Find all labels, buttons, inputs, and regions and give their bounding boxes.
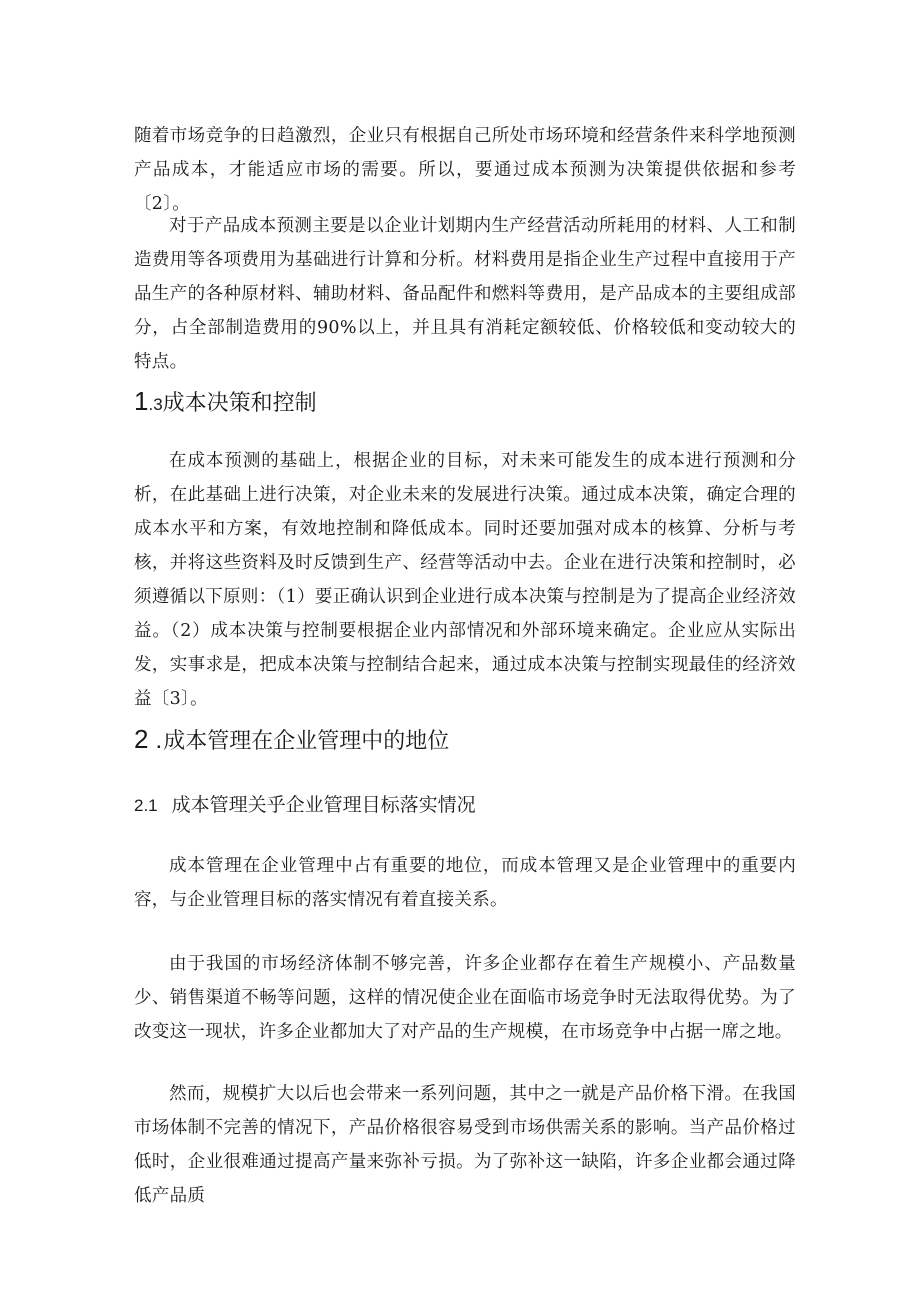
paragraph-decision-control: 在成本预测的基础上，根据企业的目标，对未来可能发生的成本进行预测和分析，在此基础上进行决策，对企业未来的发展进行决策。通过成本决策，确定合理的成本水平和方案，有效地控制和降低成本。同时还要加强对成本的核算、分析与考核，并将这些资料及时反馈到生产、经营等活动中去。企业在进行决策和控制时，必须遵循以下原则：（1）要正确认识到企业进行成本决策与控制是为了提高企业经济效益。（2）成本决策与控制要根据企业内部情况和外部环境来确定。企业应从实际出发，实事求是，把成本决策与控制结合起来，通过成本决策与控制实现最佳的经济效益〔3〕。 (134, 451, 796, 709)
section-heading-2-1 (134, 790, 476, 821)
paragraph-scale-expansion: 然而，规模扩大以后也会带来一系列问题，其中之一就是产品价格下滑。在我国市场体制不完善的情况下，产品价格很容易受到市场供需关系的影响。当产品价格过低时，企业很难通过提高产量来弥补亏损。为了弥补这一缺陷，许多企业都会通过降低产品质 (134, 1084, 796, 1206)
section-subnumber: . (156, 733, 162, 752)
section-heading-1-3 (134, 385, 317, 421)
section-title: 成本决策和控制 (162, 391, 317, 416)
section-title: 成本管理在企业管理中的地位 (163, 729, 450, 754)
section-heading-2 (134, 723, 449, 759)
section-number: 2 (134, 724, 149, 754)
section-number: 1 (134, 386, 149, 416)
section-number: 2.1 (134, 796, 158, 815)
paragraph-cost-forecast-intro: 随着市场竞争的日趋激烈，企业只有根据自己所处市场环境和经营条件来科学地预测产品成本，才能适应市场的需要。所以，要通过成本预测为决策提供依据和参考〔2〕。 (134, 126, 796, 214)
section-subnumber: .3 (148, 395, 163, 414)
paragraph-market-economy: 由于我国的市场经济体制不够完善，许多企业都存在着生产规模小、产品数量少、销售渠道不畅等问题，这样的情况使企业在面临市场竞争时无法取得优势。为了改变这一现状，许多企业都加大了对产品的生产规模，在市场竞争中占据一席之地。 (134, 954, 796, 1042)
section-title: 成本管理关乎企业管理目标落实情况 (171, 794, 476, 816)
paragraph-cost-forecast-materials: 对于产品成本预测主要是以企业计划期内生产经营活动所耗用的材料、人工和制造费用等各项费用为基础进行计算和分析。材料费用是指企业生产过程中直接用于产品生产的各种原材料、辅助材料、备品配件和燃料等费用，是产品成本的主要组成部分，占全部制造费用的90%以上，并且具有消耗定额较低、价格较低和变动较大的特点。 (134, 216, 796, 372)
paragraph-management-status: 成本管理在企业管理中占有重要的地位，而成本管理又是企业管理中的重要内容，与企业管理目标的落实情况有着直接关系。 (134, 856, 796, 910)
